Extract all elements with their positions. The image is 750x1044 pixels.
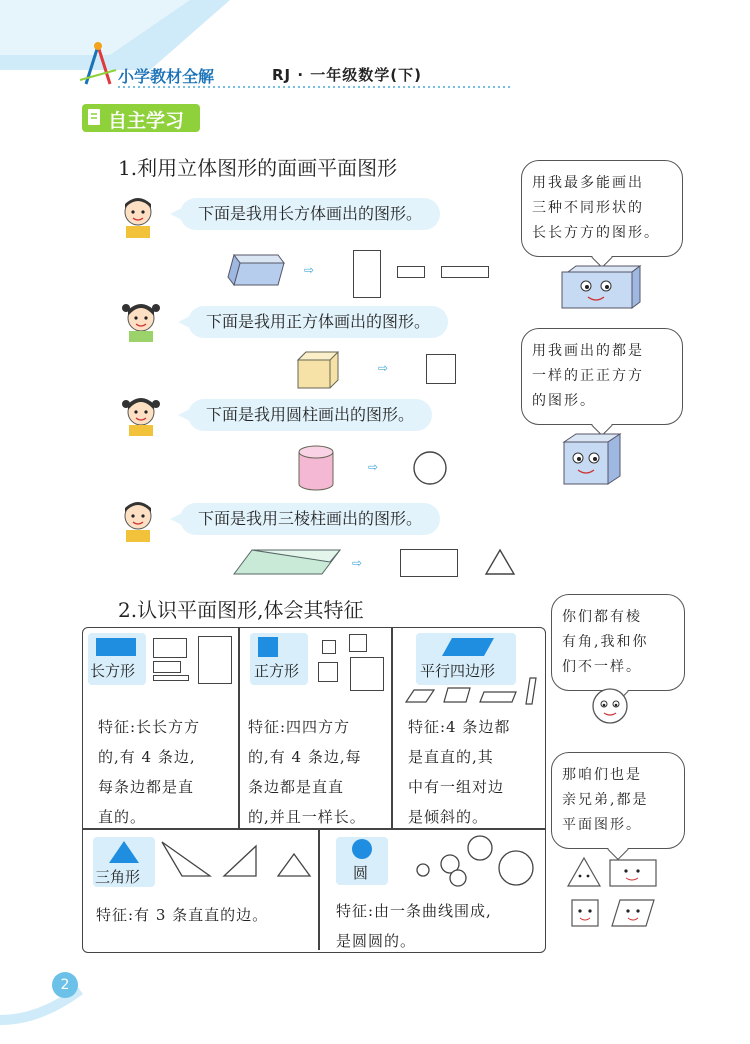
triangle-icon xyxy=(108,840,140,864)
compass-icon xyxy=(78,40,118,88)
table-divider xyxy=(238,628,240,828)
square-icon xyxy=(258,637,278,657)
square-example xyxy=(350,657,384,691)
square-feature: 特征:四四方方 的,有 4 条边,每 条边都是直直 的,并且一样长。 xyxy=(248,718,366,826)
cuboid-character xyxy=(560,264,642,310)
arrow-icon: ⇨ xyxy=(378,361,389,375)
circle-label: 圆 xyxy=(353,864,369,882)
speech-bubble-cylinder: 下面是我用圆柱画出的图形。 xyxy=(188,399,432,431)
group-speech: 那咱们也是 亲兄弟,都是 平面图形。 xyxy=(551,752,685,849)
triangle-label: 三角形 xyxy=(95,868,141,886)
circle-feature: 特征:由一条曲线围成, 是圆圆的。 xyxy=(336,902,492,950)
pencil-icon xyxy=(85,107,105,129)
parallelogram-examples xyxy=(404,676,544,706)
square-example xyxy=(349,634,367,652)
section-title: 自主学习 xyxy=(108,110,185,132)
cuboid-solid xyxy=(226,253,286,289)
circle-icon xyxy=(351,838,373,860)
triangular-prism-solid xyxy=(232,546,342,578)
speech-bubble-prism: 下面是我用三棱柱画出的图形。 xyxy=(180,503,440,535)
square-label: 正方形 xyxy=(254,662,300,680)
triangle-examples xyxy=(160,838,320,884)
rectangle-icon xyxy=(96,638,136,656)
prism-face-rectangle xyxy=(400,549,458,577)
parallelogram-feature: 特征:4 条边都 是直直的,其 中有一组对边 是倾斜的。 xyxy=(408,718,511,826)
rectangle-example xyxy=(153,661,181,673)
arrow-icon: ⇨ xyxy=(368,460,379,474)
square-example xyxy=(322,640,336,654)
boy-avatar xyxy=(118,194,158,238)
cube-solid xyxy=(296,350,342,390)
cylinder-solid xyxy=(296,444,336,492)
cuboid-speech: 用我最多能画出 三种不同形状的 长长方方的图形。 xyxy=(521,160,683,257)
circle-examples xyxy=(408,834,538,892)
rectangle-example xyxy=(153,638,187,658)
parallelogram-icon xyxy=(440,636,496,658)
book-subtitle: RJ · 一年级数学(下) xyxy=(272,66,422,84)
table-divider xyxy=(391,628,393,828)
part2-heading: 2.认识平面图形,体会其特征 xyxy=(118,598,364,622)
speech-bubble-cube: 下面是我用正方体画出的图形。 xyxy=(188,306,448,338)
cuboid-face-long xyxy=(441,266,489,278)
cube-speech: 用我画出的都是 一样的正正方方 的图形。 xyxy=(521,328,683,425)
boy-avatar xyxy=(118,498,158,542)
square-example xyxy=(318,662,338,682)
arrow-icon: ⇨ xyxy=(304,263,315,277)
circle-character xyxy=(590,686,630,726)
circle-speech: 你们都有棱 有角,我和你 们不一样。 xyxy=(551,594,685,691)
shape-characters xyxy=(566,856,666,936)
cuboid-face-small xyxy=(397,266,425,278)
cube-face xyxy=(426,354,456,384)
rectangle-feature: 特征:长长方方 的,有 4 条边, 每条边都是直 直的。 xyxy=(98,718,201,826)
rectangle-example xyxy=(198,636,232,684)
cylinder-face-circle xyxy=(412,450,448,486)
rectangle-example xyxy=(153,675,189,681)
speech-bubble-cuboid: 下面是我用长方体画出的图形。 xyxy=(180,198,440,230)
cuboid-face-tall xyxy=(353,250,381,298)
rectangle-label: 长方形 xyxy=(90,662,136,680)
girl-avatar xyxy=(118,298,164,342)
cube-character xyxy=(562,432,624,486)
prism-face-triangle xyxy=(484,548,516,576)
page-number: 2 xyxy=(52,972,78,998)
book-title: 小学教材全解 xyxy=(118,67,215,86)
parallelogram-label: 平行四边形 xyxy=(420,662,496,680)
arrow-icon: ⇨ xyxy=(352,556,363,570)
part1-heading: 1.利用立体图形的面画平面图形 xyxy=(118,156,398,180)
triangle-feature: 特征:有 3 条直直的边。 xyxy=(96,906,269,924)
girl-avatar xyxy=(118,392,164,436)
